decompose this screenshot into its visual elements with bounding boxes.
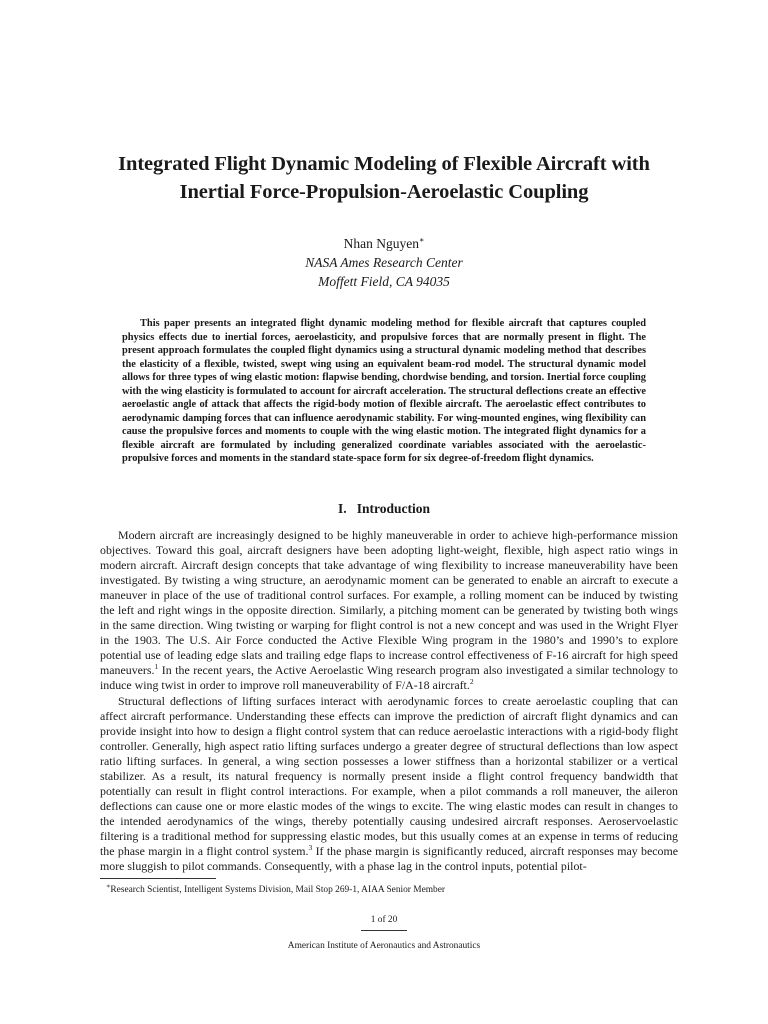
footnote-mark: ∗ — [106, 883, 111, 890]
footnote-text: Research Scientist, Intelligent Systems Division, Mail Stop 269-1, AIAA Senior Member — [110, 885, 446, 896]
title-line-2: Inertial Force-Propulsion-Aeroelastic Coupling — [179, 181, 589, 203]
citation: 2 — [469, 677, 474, 687]
author-affiliation: NASA Ames Research Center — [305, 254, 463, 270]
abstract: This paper presents an integrated flight dynamic modeling method for flexible aircraft that captures coupled physics effects due to inertial forces, aeroelasticity, and propulsive forces that are normally present in flight. The present approach formulates the coupled flight dynamics using a structural dynamic modeling method that describes the elasticity of a flexible, twisted, swept wing using an equivalent beam-rod model. The structural dynamic model allows for three types of wing elastic motion: flapwise bending, chordwise bending, and torsion. Inertial force coupling with the wing elasticity is formulated to account for aircraft acceleration. The structural deflections create an effective aeroelastic angle of attack that affects the rigid-body motion of flexible aircraft. The aeroelastic effect contributes to aerodynamic damping forces that can influence aerodynamic stability. For wing-mounted engines, wing flexibility can cause the propulsive forces and moments to couple with the wing elastic motion. The integrated flight dynamics for a flexible aircraft are formulated by including generalized coordinate variables associated with the aeroelastic-propulsive forces and moments in the standard state-space form for six degree-of-freedom flight dynamics. — [122, 318, 646, 464]
paper-title — [60, 150, 708, 206]
section-number: I. — [337, 501, 347, 516]
footnote-divider — [100, 878, 216, 879]
title-line-1: Integrated Flight Dynamic Modeling of Flexible Aircraft with — [118, 153, 650, 175]
paragraph-text: Structural deflections of lifting surfaces interact with aerodynamic forces to create aeroelastic coupling that can affect aircraft performance. Understanding these effects can improve the prediction of aircraft flight dynamics and can provide insight into how to design a flight control system that can reduce aeroelastic interactions with a rigid-body flight controller. Generally, high aspect ratio lifting surfaces undergo a greater degree of structural deflections than low aspect ratio lifting surfaces. In general, a wing section possesses a lower stiffness than a horizontal stabilizer or a vertical stabilizer. As a result, its natural frequency is normally present inside a flight control frequency bandwidth that potentially can result in flight control interactions. For example, when a pilot commands a roll maneuver, the aileron deflections can cause one or more elastic modes of the wings to excite. The wing elastic modes can result in changes to the intended aerodynamics of the wings, thereby potentially causing undesired aircraft responses. Aeroservoelastic filtering is a traditional method for suppressing elastic modes, but this usually comes at an expense in terms of reducing the phase margin in a flight control system. — [100, 693, 678, 858]
paragraph — [100, 528, 678, 694]
author-footnote-mark: ∗ — [418, 235, 425, 244]
page-number: 1 of 20 — [370, 915, 398, 925]
paragraph-text: In the recent years, the Active Aeroelastic Wing research program also investigated a similar technology to induce wing twist in order to improve roll maneuverability of F/A-18 aircraft. — [100, 663, 678, 693]
author-name — [344, 236, 425, 251]
paragraph-text: If the phase margin is significantly reduced, aircraft responses may become more sluggish to pilot commands. Consequently, with a phase lag in the control inputs, potential pilot- — [100, 843, 678, 874]
author-block — [0, 230, 768, 291]
citation: 3 — [308, 843, 313, 853]
body-text — [100, 528, 678, 874]
paragraph-text: Modern aircraft are increasingly designed to be highly maneuverable in order to achieve high-performance mission objectives. Toward this goal, aircraft designers have been adopting light-weight, flexible, high aspect ratio wings in modern aircraft. Aircraft design concepts that take advantage of wing flexibility to increase maneuverability have been investigated. By twisting a wing structure, an aerodynamic moment can be generated to enable an aircraft to execute a maneuver in place of the use of traditional control surfaces. For example, a rolling moment can be induced by twisting the left and right wings in the opposite direction. Similarly, a pitching moment can be generated by twisting both wings in the same direction. Wing twisting or warping for flight control is not a new concept and was used in the Wright Flyer in the 1903. The U.S. Air Force conducted the Active Flexible Wing program in the 1980’s and 1990’s to explore potential use of leading edge slats and trailing edge flaps to increase control effectiveness of F-16 aircraft for high speed maneuvers. — [100, 528, 678, 678]
section-heading — [0, 500, 768, 518]
section-title: Introduction — [356, 501, 431, 516]
author-location: Moffett Field, CA 94035 — [318, 273, 450, 289]
paragraph — [100, 694, 678, 875]
footnote — [100, 881, 684, 896]
citation: 1 — [154, 662, 159, 672]
page-number-divider — [361, 930, 407, 931]
publisher-footer: American Institute of Aeronautics and Astronautics — [287, 941, 481, 951]
author-name-text: Nhan Nguyen — [343, 235, 419, 251]
